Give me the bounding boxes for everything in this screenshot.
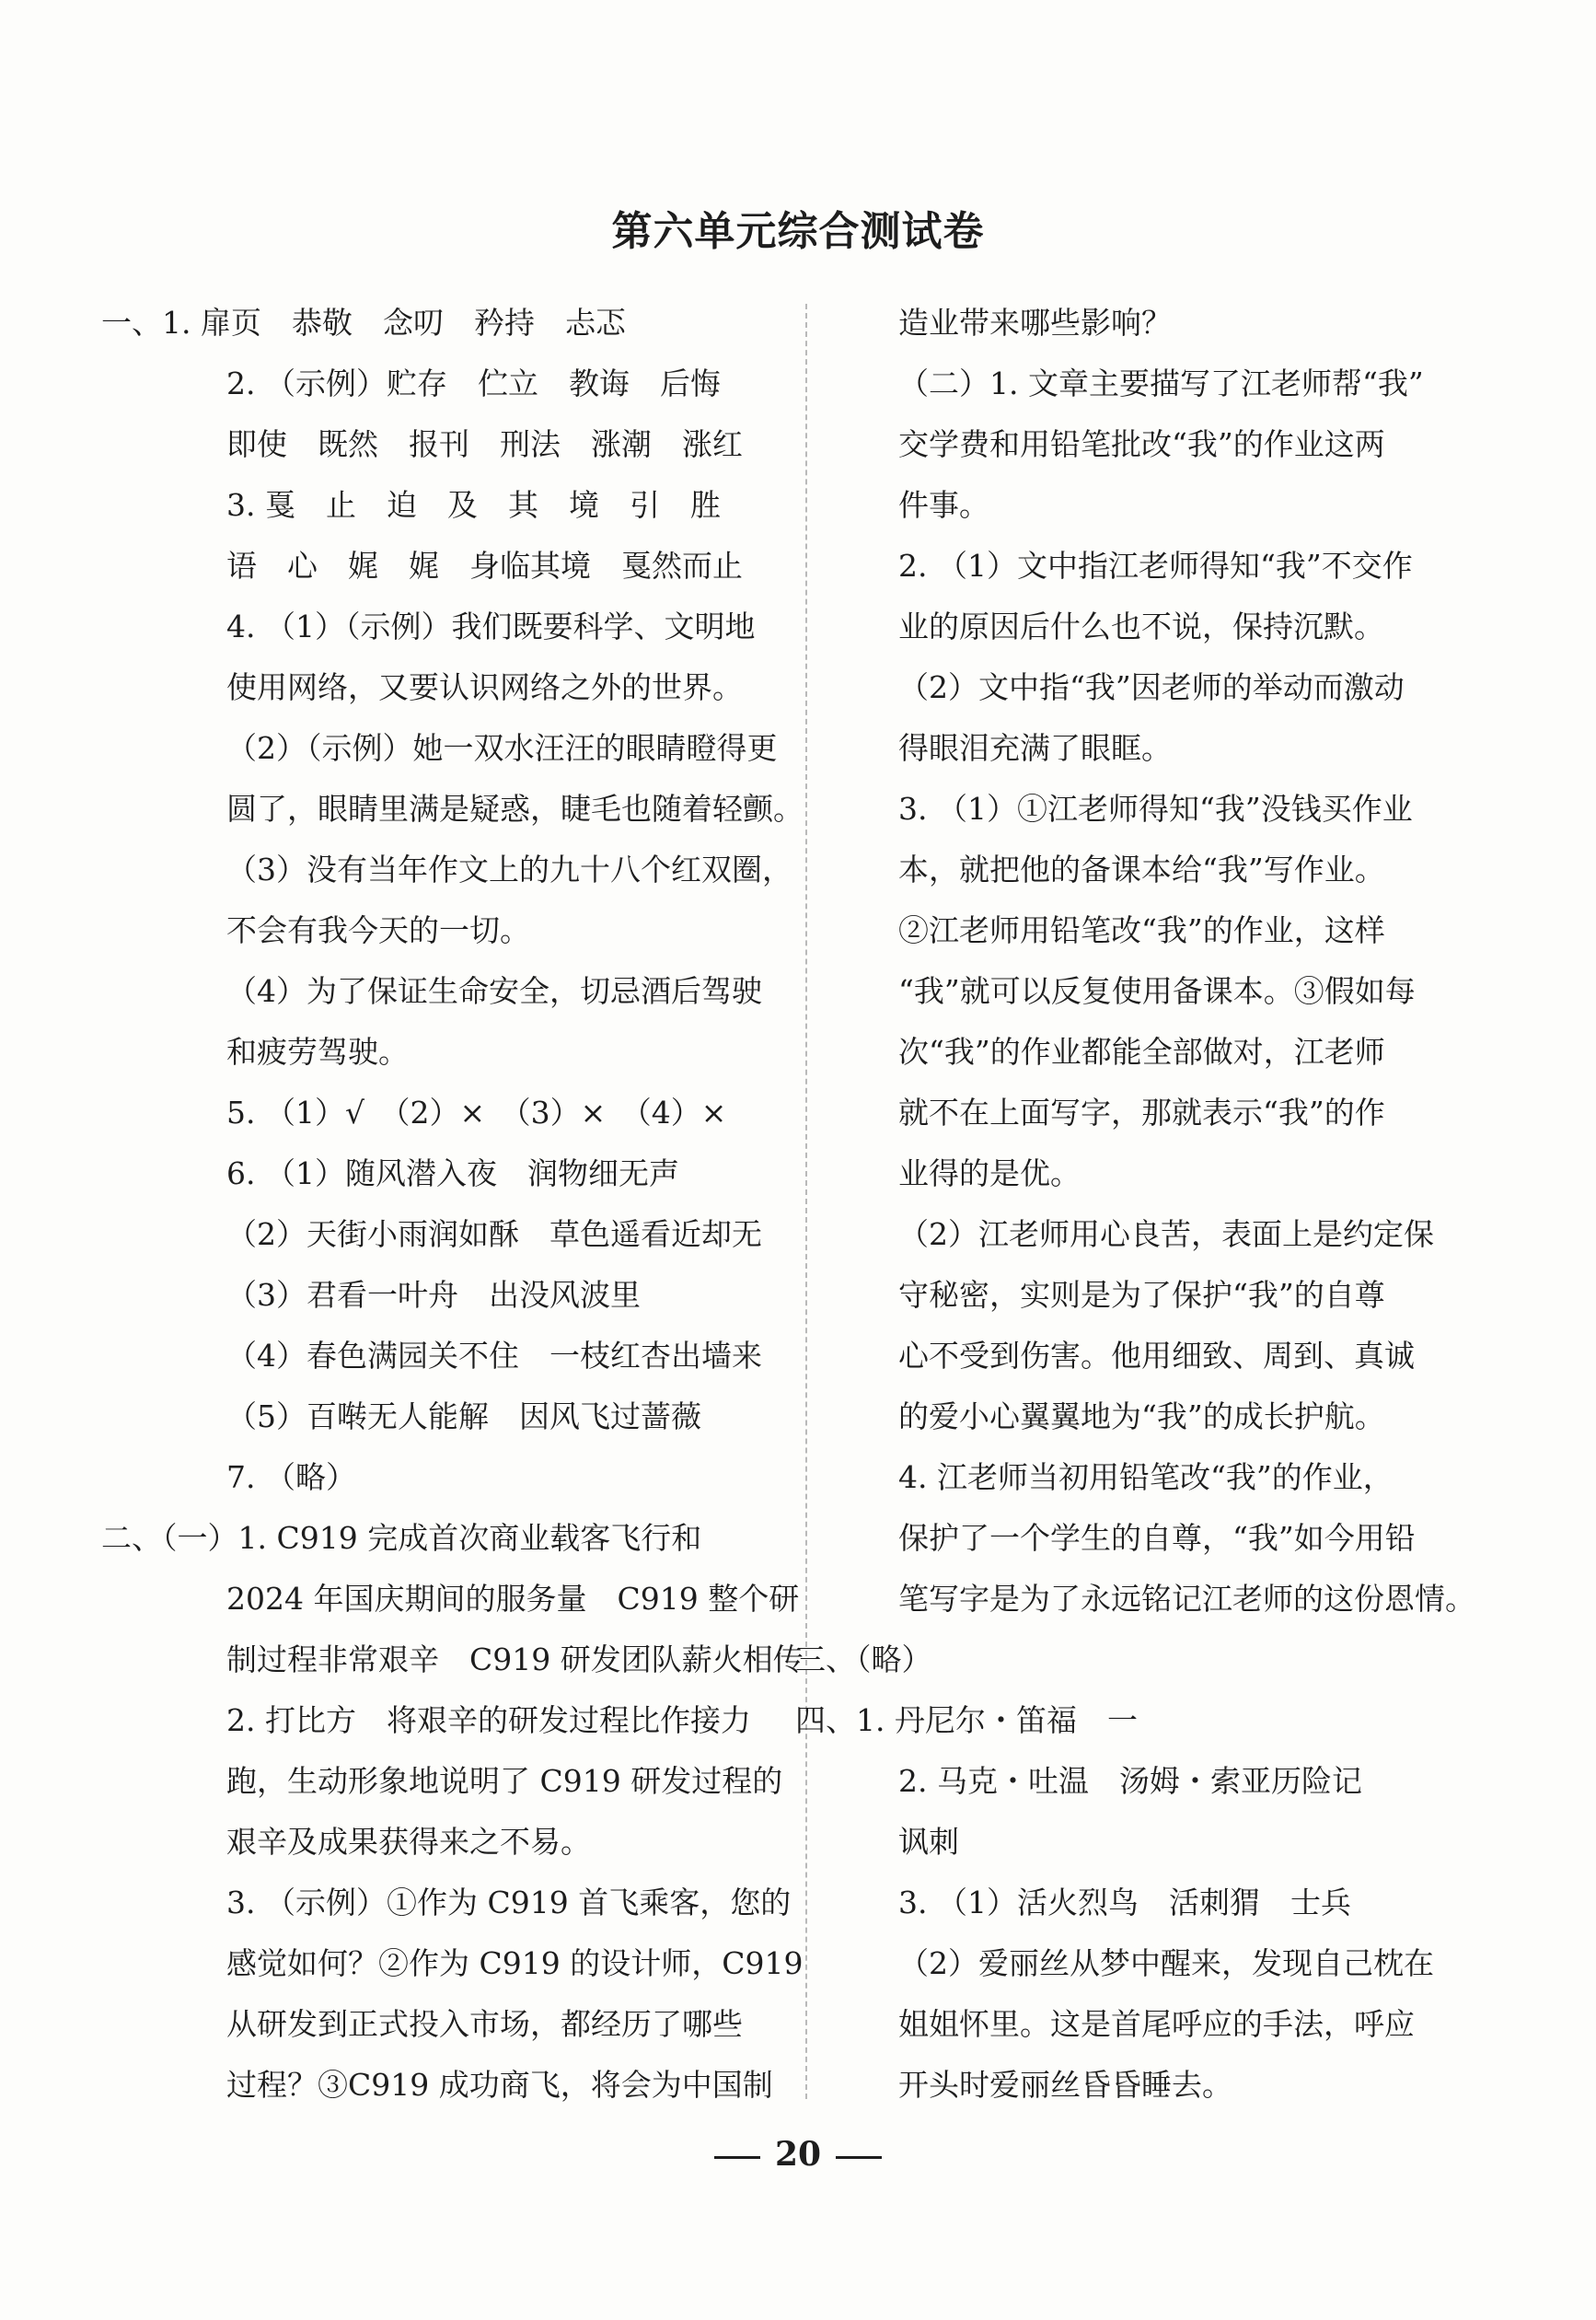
- answer-line: （2）爱丽丝从梦中醒来，发现自己枕在: [898, 1945, 1434, 1981]
- answer-line: 业的原因后什么也不说，保持沉默。: [898, 609, 1384, 644]
- answer-line: 4. （1）（示例）我们既要科学、文明地: [226, 609, 756, 644]
- answer-line: 件事。: [898, 487, 989, 523]
- page-number: 20: [774, 2135, 822, 2174]
- answer-line: 2. 马克・吐温 汤姆・索亚历险记: [898, 1763, 1362, 1799]
- page-footer: [0, 2131, 1596, 2177]
- answer-line: 过程？③C919 成功商飞，将会为中国制: [226, 2067, 773, 2103]
- answer-line: 次“我”的作业都能全部做对，江老师: [898, 1034, 1385, 1070]
- answer-line: （4）春色满园关不住 一枝红杏出墙来: [226, 1338, 762, 1374]
- answer-line: “我”就可以反复使用备课本。③假如每: [898, 973, 1416, 1009]
- answer-line: 二、（一）1. C919 完成首次商业载客飞行和: [101, 1520, 702, 1556]
- answer-line: 造业带来哪些影响？: [898, 305, 1172, 341]
- answer-line: 圆了，眼睛里满是疑惑，睫毛也随着轻颤。: [226, 791, 804, 827]
- answer-line: 跑，生动形象地说明了 C919 研发过程的: [226, 1763, 783, 1799]
- answer-line: 3. （示例）①作为 C919 首飞乘客，您的: [226, 1885, 792, 1920]
- answer-line: 开头时爱丽丝昏昏睡去。: [898, 2067, 1232, 2103]
- answer-line: 讽刺: [898, 1824, 959, 1860]
- left-column: [101, 293, 808, 2116]
- answer-line: （4）为了保证生命安全，切忌酒后驾驶: [226, 973, 762, 1009]
- answer-line: 和疲劳驾驶。: [226, 1034, 409, 1070]
- footer-dash-left: [714, 2156, 760, 2159]
- answer-line: （2）江老师用心良苦，表面上是约定保: [898, 1216, 1434, 1252]
- footer-dash-right: [836, 2156, 882, 2159]
- answer-line: 守秘密，实则是为了保护“我”的自尊: [898, 1277, 1385, 1313]
- column-divider: [805, 304, 807, 2099]
- answer-line: 语 心 娓 娓 身临其境 戛然而止: [226, 548, 743, 584]
- answer-line: ②江老师用铅笔改“我”的作业，这样: [898, 912, 1385, 948]
- answer-line: （2）天街小雨润如酥 草色遥看近却无: [226, 1216, 762, 1252]
- answer-line: 5. （1）√ （2）× （3）× （4）×: [226, 1095, 727, 1131]
- answer-line: 4. 江老师当初用铅笔改“我”的作业，: [898, 1459, 1394, 1495]
- answer-line: 保护了一个学生的自尊，“我”如今用铅: [898, 1520, 1416, 1556]
- answer-line: 2. （示例）贮存 伫立 教诲 后悔: [226, 365, 721, 401]
- answer-line: 2. （1）文中指江老师得知“我”不交作: [898, 548, 1413, 584]
- answer-line: 四、1. 丹尼尔・笛福 一: [795, 1702, 1138, 1738]
- answer-line: （2）（示例）她一双水汪汪的眼睛瞪得更: [226, 730, 778, 766]
- answer-line: （2）文中指“我”因老师的举动而激动: [898, 669, 1405, 705]
- answer-line: 交学费和用铅笔批改“我”的作业这两: [898, 426, 1385, 462]
- answer-line: （3）君看一叶舟 出没风波里: [226, 1277, 641, 1313]
- answer-line: 得眼泪充满了眼眶。: [898, 730, 1172, 766]
- answer-line: 就不在上面写字，那就表示“我”的作: [898, 1095, 1385, 1131]
- answer-line: 6. （1）随风潜入夜 润物细无声: [226, 1155, 679, 1191]
- answer-line: （二）1. 文章主要描写了江老师帮“我”: [898, 365, 1424, 401]
- answer-line: 从研发到正式投入市场，都经历了哪些: [226, 2006, 743, 2042]
- answer-line: 感觉如何？②作为 C919 的设计师，C919: [226, 1945, 804, 1981]
- answer-line: 2. 打比方 将艰辛的研发过程比作接力: [226, 1702, 751, 1738]
- answer-line: （5）百啭无人能解 因风飞过蔷薇: [226, 1398, 701, 1434]
- answer-line: 艰辛及成果获得来之不易。: [226, 1824, 591, 1860]
- answer-line: 一、1. 扉页 恭敬 念叨 矜持 忐忑: [101, 305, 626, 341]
- answer-line: 心不受到伤害。他用细致、周到、真诚: [898, 1338, 1415, 1374]
- answer-line: 即使 既然 报刊 刑法 涨潮 涨红: [226, 426, 743, 462]
- answer-line: 3. 戛 止 迫 及 其 境 引 胜: [226, 487, 721, 523]
- answer-line: 不会有我今天的一切。: [226, 912, 530, 948]
- answer-line: 2024 年国庆期间的服务量 C919 整个研: [226, 1581, 800, 1617]
- page-title: 第六单元综合测试卷: [611, 208, 985, 255]
- answer-line: 3. （1）活火烈鸟 活刺猬 士兵: [898, 1885, 1351, 1920]
- answer-line: （3）没有当年作文上的九十八个红双圈，: [226, 852, 792, 887]
- answer-line: 的爱小心翼翼地为“我”的成长护航。: [898, 1398, 1385, 1434]
- right-column: [795, 293, 1484, 2116]
- answer-line: 业得的是优。: [898, 1155, 1081, 1191]
- answer-line: 使用网络，又要认识网络之外的世界。: [226, 669, 743, 705]
- answer-line: 三、（略）: [795, 1641, 932, 1677]
- answer-line: 姐姐怀里。这是首尾呼应的手法，呼应: [898, 2006, 1415, 2042]
- answer-line: 本，就把他的备课本给“我”写作业。: [898, 852, 1385, 887]
- answer-line: 制过程非常艰辛 C919 研发团队薪火相传: [226, 1641, 804, 1677]
- answer-line: 7. （略）: [226, 1459, 356, 1495]
- answer-line: 笔写字是为了永远铭记江老师的这份恩情。: [898, 1581, 1475, 1617]
- answer-line: 3. （1）①江老师得知“我”没钱买作业: [898, 791, 1413, 827]
